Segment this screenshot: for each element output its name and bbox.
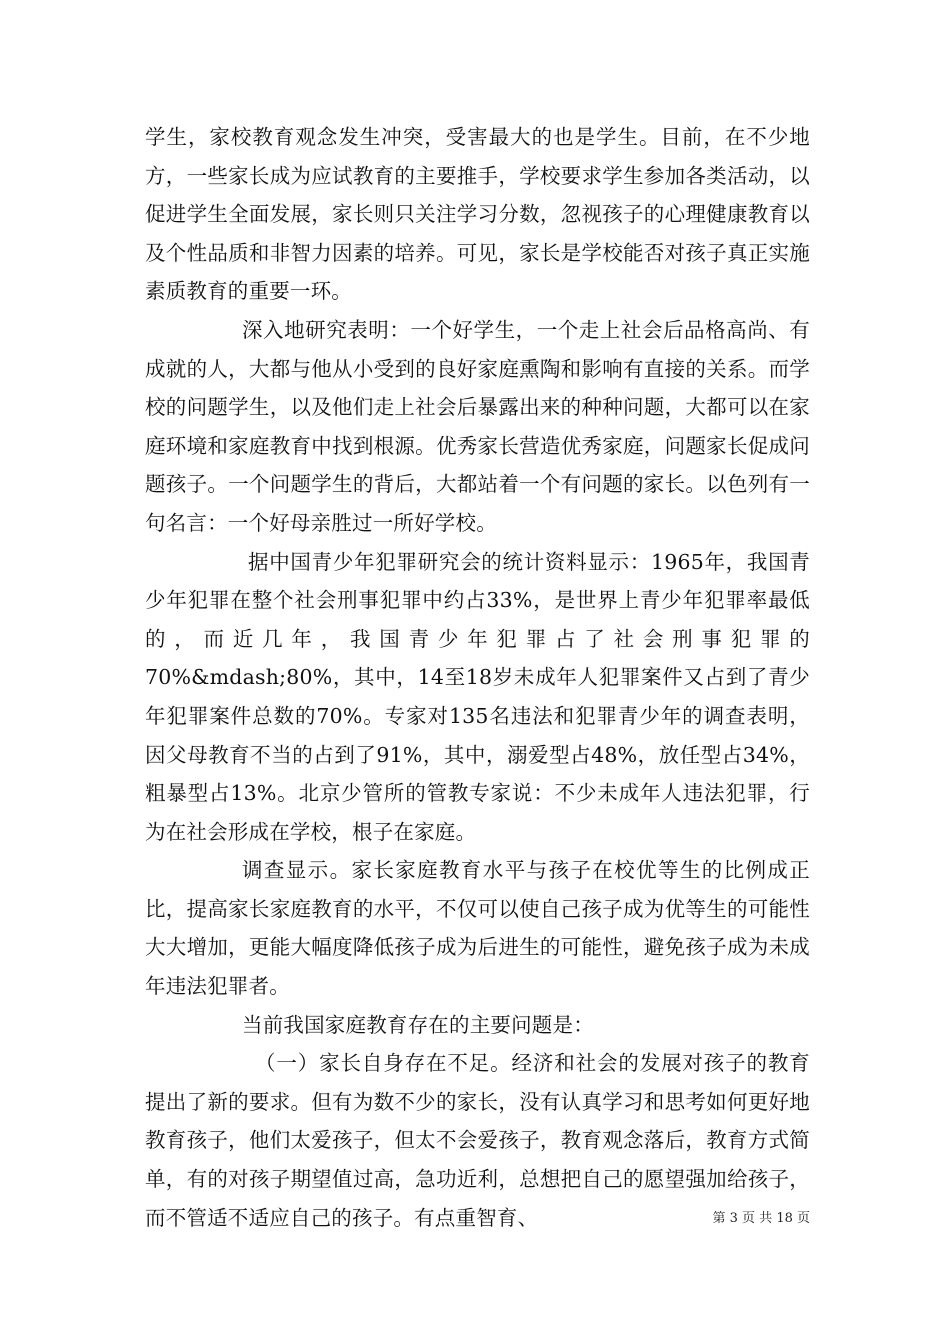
paragraph-4: 调查显示。家长家庭教育水平与孩子在校优等生的比例成正比，提高家长家庭教育的水平，不仅可以使自己孩子成为优等生的可能性大大增加，更能大幅度降低孩子成为后进生的可能性，避免孩子成为未成年违法犯罪者。 bbox=[145, 858, 810, 999]
page-number-footer: 第 3 页 共 18 页 bbox=[712, 1211, 810, 1226]
paragraph-1: 学生，家校教育观念发生冲突，受害最大的也是学生。目前，在不少地方，一些家长成为应试教育的主要推手，学校要求学生参加各类活动，以促进学生全面发展，家长则只关注学习分数，忽视孩子的心理健康教育以及个性品质和非智力因素的培养。可见，家长是学校能否对孩子真正实施素质教育的重要一环。 bbox=[145, 125, 810, 304]
paragraph-6: （一）家长自身存在不足。经济和社会的发展对孩子的教育提出了新的要求。但有为数不少的家长，没有认真学习和思考如何更好地教育孩子，他们太爱孩子，但太不会爱孩子，教育观念落后，教育方式简单，有的对孩子期望值过高，急功近利，总想把自己的愿望强加给孩子，而不管适不适应自己的孩子。有点重智育、 bbox=[145, 1051, 810, 1230]
paragraph-2: 深入地研究表明：一个好学生，一个走上社会后品格高尚、有成就的人，大都与他从小受到的良好家庭熏陶和影响有直接的关系。而学校的问题学生，以及他们走上社会后暴露出来的种种问题，大都可以在家庭环境和家庭教育中找到根源。优秀家长营造优秀家庭，问题家长促成问题孩子。一个问题学生的背后，大都站着一个有问题的家长。以色列有一句名言：一个好母亲胜过一所好学校。 bbox=[145, 317, 810, 535]
paragraph-3: 据中国青少年犯罪研究会的统计资料显示：1965年，我国青少年犯罪在整个社会刑事犯罪中约占33%，是世界上青少年犯罪率最低的，而近几年，我国青少年犯罪占了社会刑事犯罪的70%&mdash;80%，其中，14至18岁未成年人犯罪案件又占到了青少年犯罪案件总数的70%。专家对135名违法和犯罪青少年的调查表明，因父母教育不当的占到了91%，其中，溺爱型占48%，放任型占34%，粗暴型占13%。北京少管所的管教专家说：不少未成年人违法犯罪，行为在社会形成在学校，根子在家庭。 bbox=[145, 549, 810, 844]
paragraph-5: 当前我国家庭教育存在的主要问题是： bbox=[242, 1012, 594, 1037]
document-body bbox=[145, 118, 810, 1237]
